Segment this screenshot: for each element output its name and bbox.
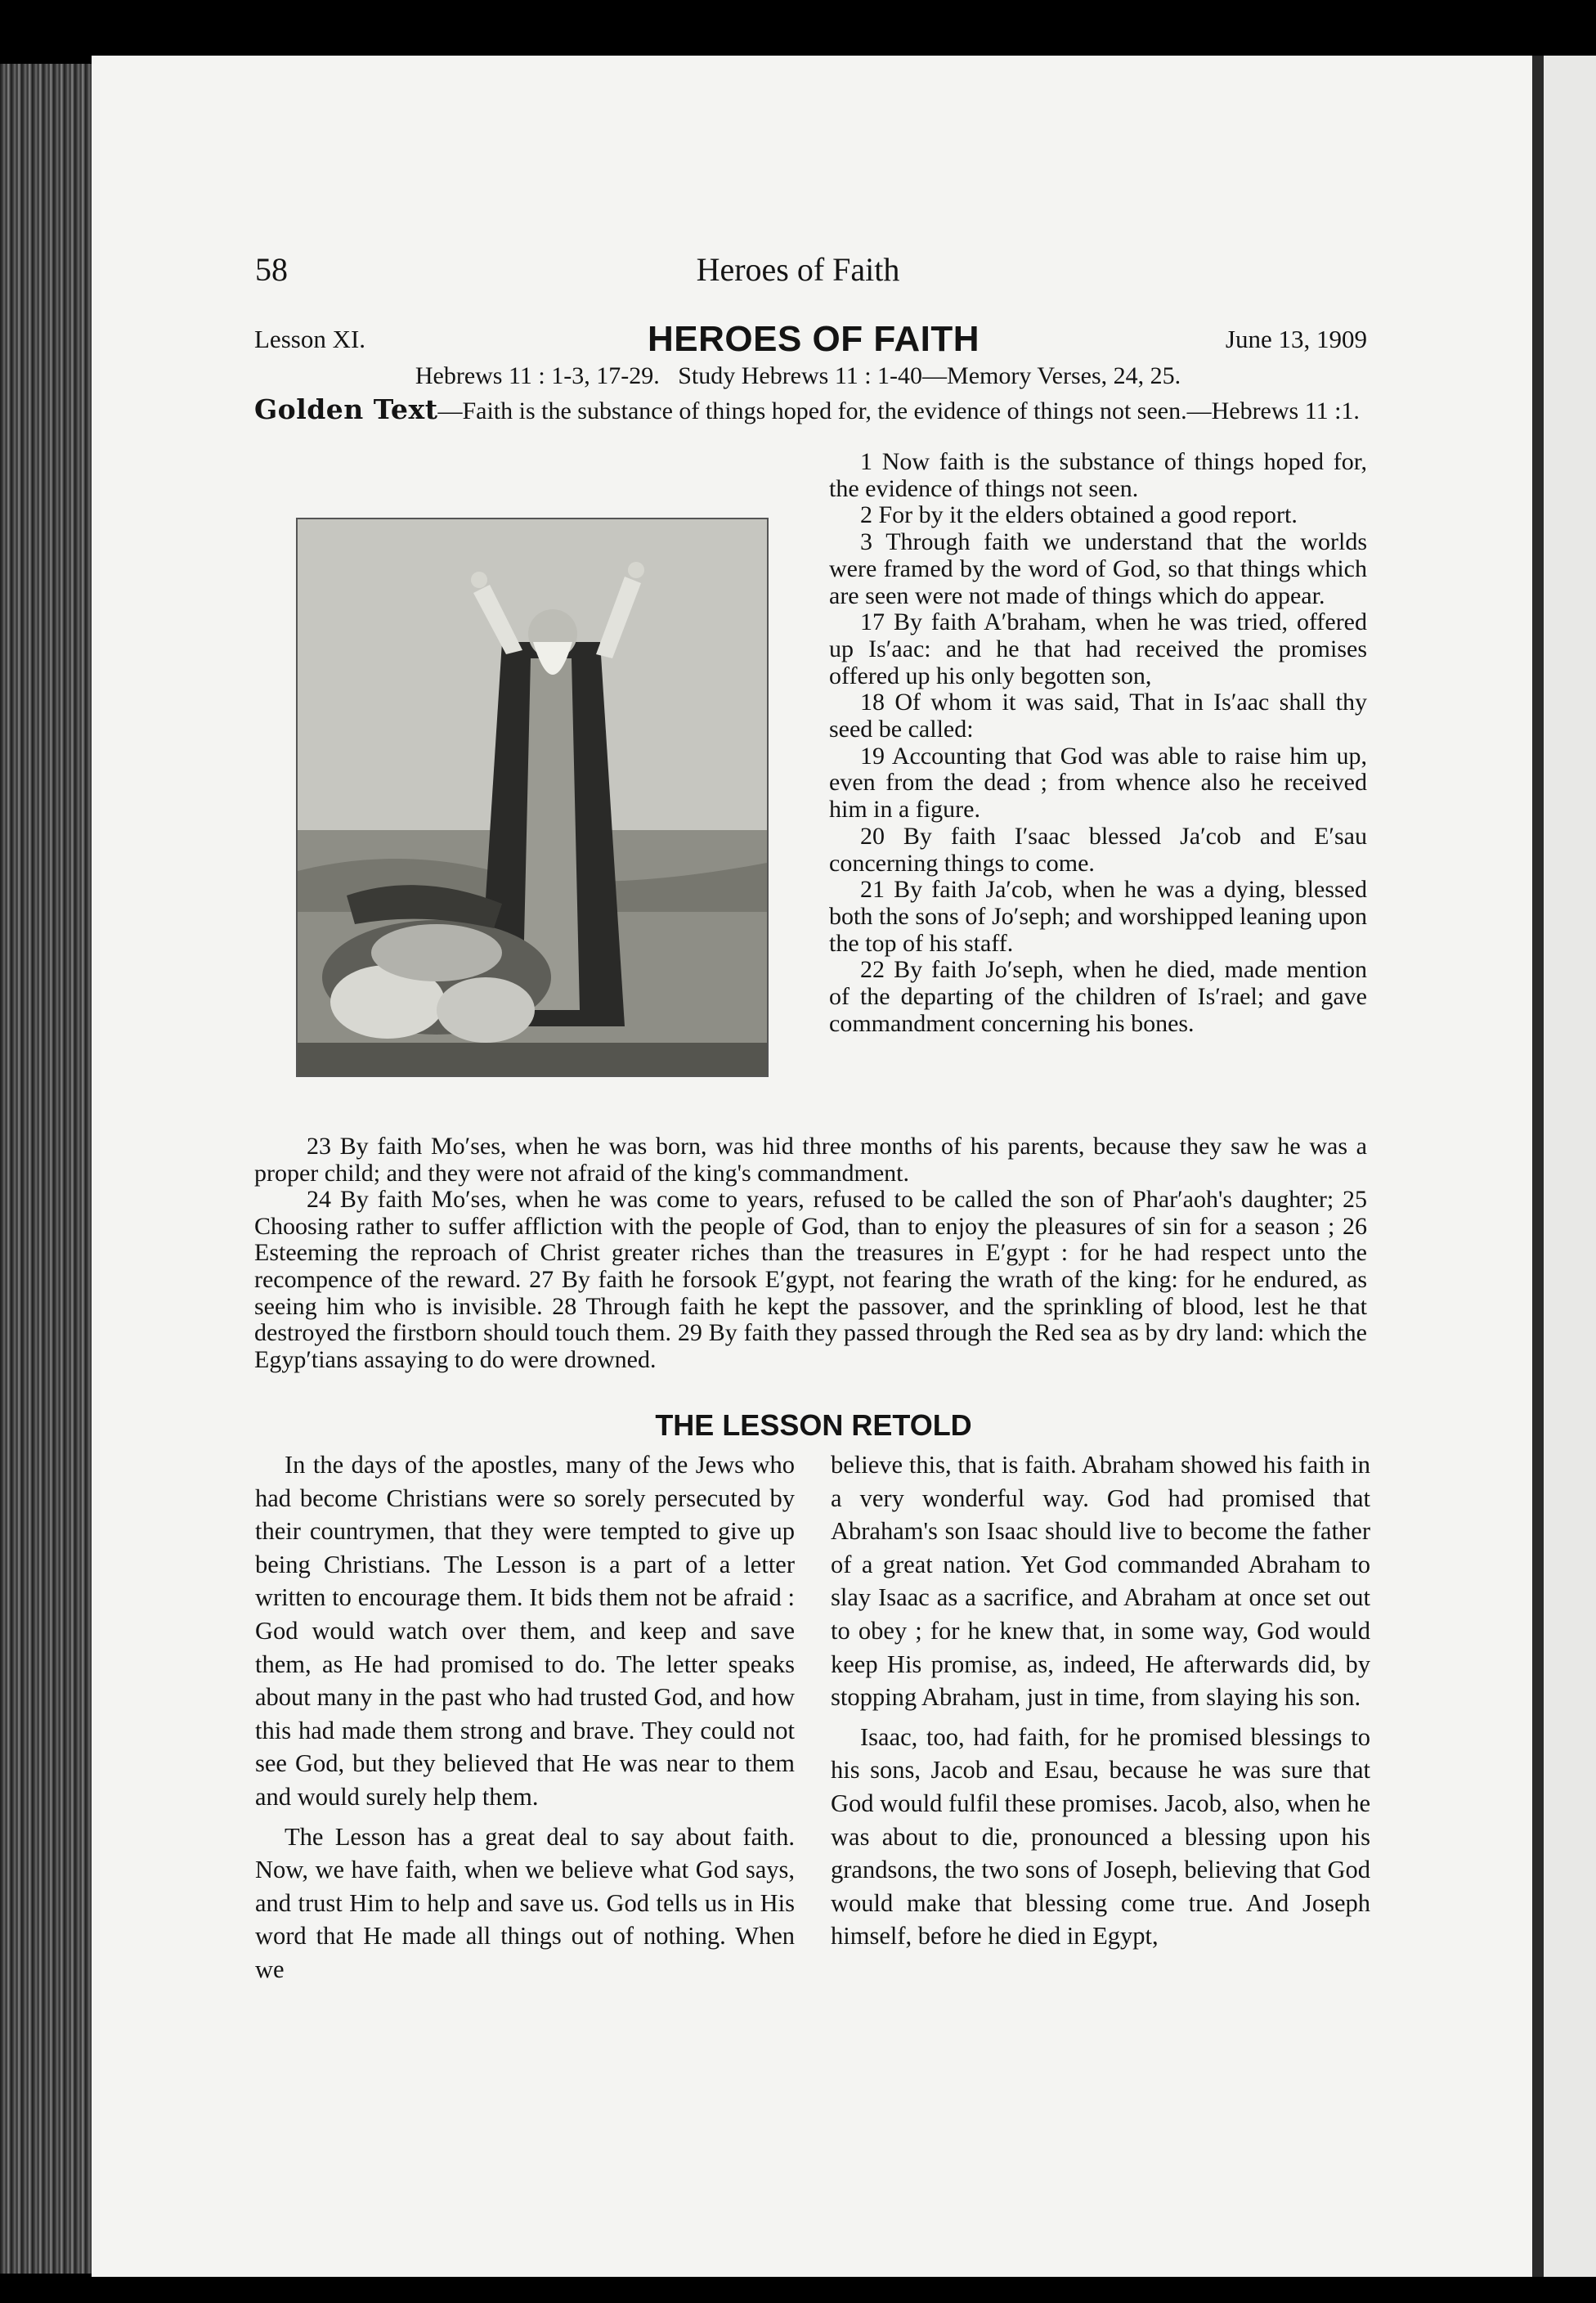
verse-paragraph: 3 Through faith we understand that the worlds were framed by the word of God, so that things which are seen were not made of things which do appear. [829,528,1367,609]
retold-paragraph: In the days of the apostles, many of the Jews who had become Christians were so sorely persecuted by their countrymen, that they were tempted to give up being Christians. The Lesson is a part of a letter written to encourage them. It bids them not be afraid : God would watch over them, and keep and save them, as He had promised to do. The letter speaks about many in the past who had trusted God, and how this had made them strong and brave. They could not see God, but they believed that He was near to them and would surely help them. [255,1451,795,1811]
lesson-title: HEROES OF FAITH [648,319,980,359]
book-spine [0,64,92,2274]
retold-left-column [255,1448,795,1993]
abraham-praying-illustration [296,518,769,1077]
retold-right-column [831,1448,1370,1960]
scripture-reference: Hebrews 11 : 1-3, 17-29. Study Hebrews 11 : 1-40—Memory Verses, 24, 25. [415,362,1181,389]
retold-paragraph: believe this, that is faith. Abraham showed his faith in a very wonderful way. God had promised that Abraham's son Isaac should live to become the father of a great nation. Yet God commanded Abraham to slay Isaac as a sacrifice, and Abraham at once set out to obey ; for he knew that, in some way, God would keep His promise, as, indeed, He afterwards did, by stopping Abraham, just in time, from slaying his son. [831,1451,1370,1712]
retold-paragraph: The Lesson has a great deal to say about faith. Now, we have faith, when we believe what God says, and trust Him to help and save us. God tells us in His word that He made all things out of nothing. When we [255,1822,795,1983]
golden-text-body: —Faith is the substance of things hoped for, the evidence of things not seen.—Hebrews 11 :1. [437,397,1360,424]
illustration-artwork [298,519,767,1075]
verses-column [829,449,1367,1037]
verse-paragraph: 20 By faith I′saac blessed Ja′cob and E′sau concerning things to come. [829,822,1367,877]
verse-paragraph: 2 For by it the elders obtained a good report. [860,501,1298,529]
verse-paragraph: 21 By faith Ja′cob, when he was a dying, blessed both the sons of Jo′seph; and worshipped leaning upon the top of his staff. [829,876,1367,957]
running-head: Heroes of Faith [696,251,900,288]
verse-paragraph: 17 By faith A′braham, when he was tried, offered up Is′aac: and he that had received the promises offered up his only begotten son, [829,608,1367,689]
verse-paragraph: 22 By faith Jo′seph, when he died, made mention of the departing of the children of Is′rael; and gave commandment concerning his bones. [829,956,1367,1037]
verse-paragraph: 19 Accounting that God was able to raise him up, even from the dead ; from whence also he received him in a figure. [829,742,1367,824]
verse-paragraph: 18 Of whom it was said, That in Is′aac shall thy seed be called: [829,689,1367,743]
verse-paragraph: 24 By faith Mo′ses, when he was come to years, refused to be called the son of Phar′aoh's daughter; 25 Choosing rather to suffer affliction with the people of God, than to enjoy the pleasures of sin for a season ; 26 Esteeming the reproach of Christ greater riches than the treasures in E′gypt : for he had respect unto the recompence of the reward. 27 By faith he forsook E′gypt, not fearing the wrath of the king: for he endured, as seeing him who is invisible. 28 Through faith he kept the passover, and the sprinkling of blood, lest he that destroyed the firstborn should touch them. 29 By faith they passed through the Red sea as by dry land: which the Egyp′tians assaying to do were drowned. [254,1186,1367,1373]
page-number: 58 [255,251,288,288]
lesson-retold-heading: THE LESSON RETOLD [655,1408,972,1442]
golden-text [254,395,1366,426]
retold-paragraph: Isaac, too, had faith, for he promised blessings to his sons, Jacob and Esau, because he was sure that God would fulfil these promises. Jacob, also, when he was about to die, pronounced a blessing upon his grandsons, the two sons of Joseph, believing that God would make that blessing come true. And Joseph himself, before he died in Egypt, [831,1722,1370,1951]
verses-full-width [254,1134,1367,1373]
lesson-date: June 13, 1909 [1225,325,1367,353]
golden-text-label: Golden Text [254,393,438,425]
verse-paragraph: 23 By faith Mo′ses, when he was born, was hid three months of his parents, because they saw he was a proper child; and they were not afraid of the king's commandment. [254,1133,1367,1187]
verse-paragraph: 1 Now faith is the substance of things hoped for, the evidence of things not seen. [829,448,1367,502]
lesson-label: Lesson XI. [254,325,366,353]
